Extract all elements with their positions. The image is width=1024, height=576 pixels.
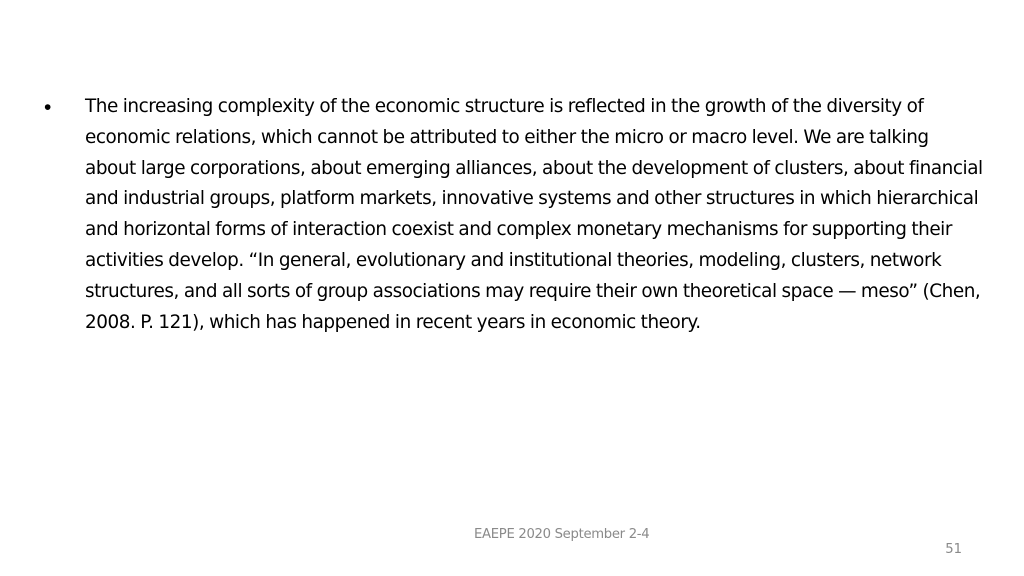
bullet-item: [44, 92, 984, 338]
bullet-text: The increasing complexity of the economic structure is reflected in the growth of the diversity of economic relations, which cannot be attributed to either the micro or macro level. We are talking about large corporations, about emerging alliances, about the development of clusters, about financial and industrial groups, platform markets, innovative systems and other structures in which hierarchical and horizontal forms of interaction coexist and complex monetary mechanisms for supporting their activities develop. “In general, evolutionary and institutional theories, modeling, clusters, network structures, and all sorts of group associations may require their own theoretical space — meso” (Chen, 2008. P. 121), which has happened in recent years in economic theory.: [85, 96, 983, 333]
bullet-list: [44, 92, 984, 338]
bullet-point-icon: •: [44, 96, 52, 119]
slide-number: 51: [945, 542, 962, 557]
footer-text: EAEPE 2020 September 2-4: [474, 527, 650, 542]
